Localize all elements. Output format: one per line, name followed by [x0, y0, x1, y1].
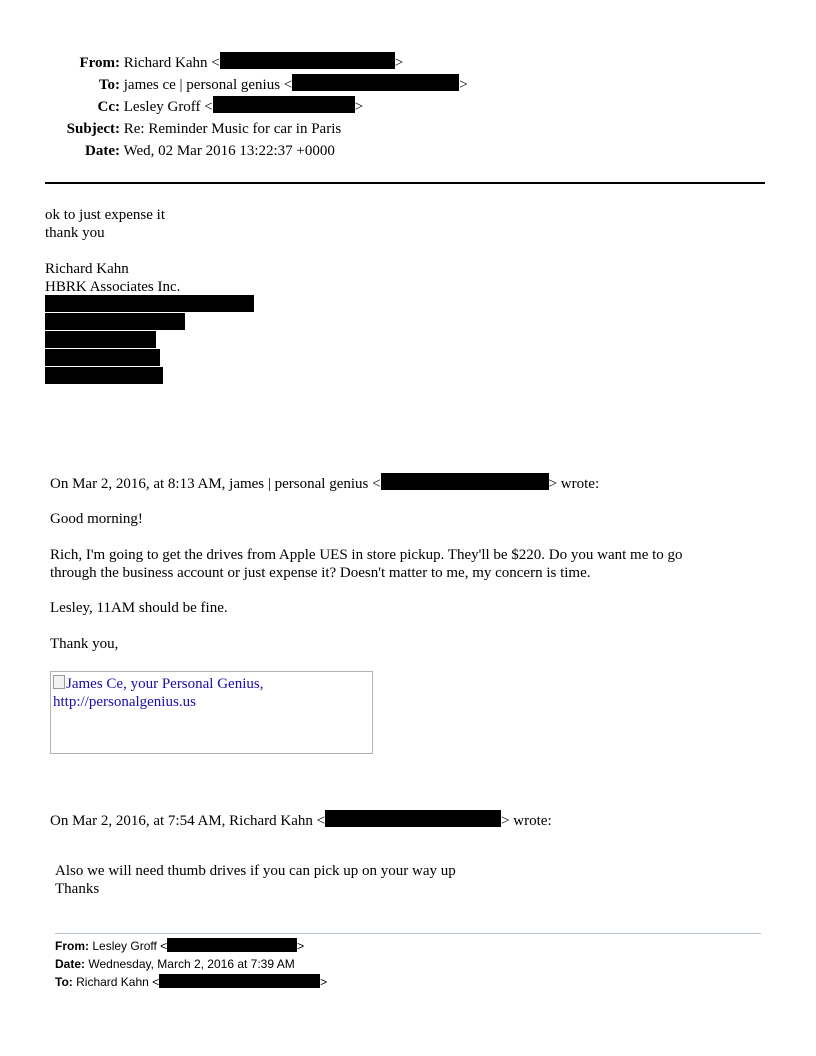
redacted-email — [325, 810, 501, 827]
forward-date-label: Date: — [55, 957, 86, 971]
header-date-row — [40, 140, 468, 162]
email-header — [40, 52, 468, 162]
header-subject-row — [40, 118, 468, 140]
forward-from-value: Lesley Groff < — [92, 939, 168, 953]
forward-to-label: To: — [55, 975, 73, 989]
quote2-line: Also we will need thumb drives if you can pick up on your way up — [55, 863, 456, 879]
forward-from-label: From: — [55, 939, 89, 953]
quote1-lesley-line: Lesley, 11AM should be fine. — [50, 600, 228, 616]
quote1-paragraph — [50, 546, 683, 582]
header-from-row — [40, 52, 468, 74]
quote2-intro — [50, 810, 552, 830]
subject-value: Re: Reminder Music for car in Paris — [123, 121, 342, 137]
quote1-intro — [50, 473, 599, 493]
signature-company: HBRK Associates Inc. — [45, 279, 181, 295]
cc-value: Lesley Groff < — [123, 99, 213, 115]
forward-divider — [55, 933, 761, 934]
date-label: Date: — [85, 143, 120, 159]
to-value: james ce | personal genius < — [123, 77, 293, 93]
cc-label: Cc: — [97, 99, 120, 115]
redacted-email — [381, 473, 549, 490]
close-bracket: > — [459, 77, 468, 93]
redacted-email — [167, 938, 297, 952]
quote2-body — [55, 862, 456, 898]
broken-image-icon — [53, 675, 65, 689]
quote1-closing: Thank you, — [50, 636, 119, 652]
quote1-paragraph-line: through the business account or just expense it? Doesn't matter to me, my concern is time. — [50, 565, 591, 581]
quote1-paragraph-line: Rich, I'm going to get the drives from Apple UES in store pickup. They'll be $220. Do you want me to go — [50, 547, 683, 563]
redacted-signature-line — [45, 295, 254, 312]
quote1-intro-text: On Mar 2, 2016, at 8:13 AM, james | personal genius < — [50, 476, 381, 492]
redacted-email — [159, 974, 320, 988]
signature-name: Richard Kahn — [45, 261, 129, 277]
quote2-line: Thanks — [55, 881, 100, 897]
close-bracket: > — [297, 939, 305, 953]
reply-line: thank you — [45, 225, 105, 241]
forward-date-row — [55, 955, 327, 973]
redacted-signature-line — [45, 331, 156, 348]
from-value: Richard Kahn < — [123, 55, 220, 71]
close-bracket: > — [354, 99, 364, 115]
quote1-greeting: Good morning! — [50, 511, 143, 527]
forward-from-row — [55, 937, 327, 955]
forward-to-row — [55, 973, 327, 991]
quote2-intro-end: > wrote: — [501, 813, 552, 829]
redacted-email — [220, 52, 395, 69]
redacted-email — [213, 96, 355, 113]
quote1-intro-end: > wrote: — [548, 476, 600, 492]
quote2-intro-text: On Mar 2, 2016, at 7:54 AM, Richard Kahn < — [50, 813, 326, 829]
reply-line: ok to just expense it — [45, 207, 165, 223]
to-label: To: — [98, 77, 120, 93]
redacted-signature-line — [45, 313, 185, 330]
close-bracket: > — [394, 55, 404, 71]
date-value: Wed, 02 Mar 2016 13:22:37 +0000 — [123, 143, 335, 159]
redacted-signature-line — [45, 349, 160, 366]
header-divider — [45, 182, 765, 184]
redacted-email — [292, 74, 459, 91]
reply-body — [45, 206, 180, 296]
header-cc-row — [40, 96, 468, 118]
image-alt-url: http://personalgenius.us — [53, 694, 196, 710]
subject-label: Subject: — [66, 121, 120, 137]
forward-to-value: Richard Kahn < — [76, 975, 160, 989]
signature-image-link[interactable] — [51, 672, 372, 711]
redacted-signature-line — [45, 367, 163, 384]
from-label: From: — [79, 55, 120, 71]
header-to-row — [40, 74, 468, 96]
image-alt-text: James Ce, your Personal Genius, — [66, 676, 264, 692]
signature-image-box[interactable] — [50, 671, 373, 754]
close-bracket: > — [320, 975, 328, 989]
forward-header — [55, 937, 327, 991]
forward-date-value: Wednesday, March 2, 2016 at 7:39 AM — [88, 957, 295, 971]
